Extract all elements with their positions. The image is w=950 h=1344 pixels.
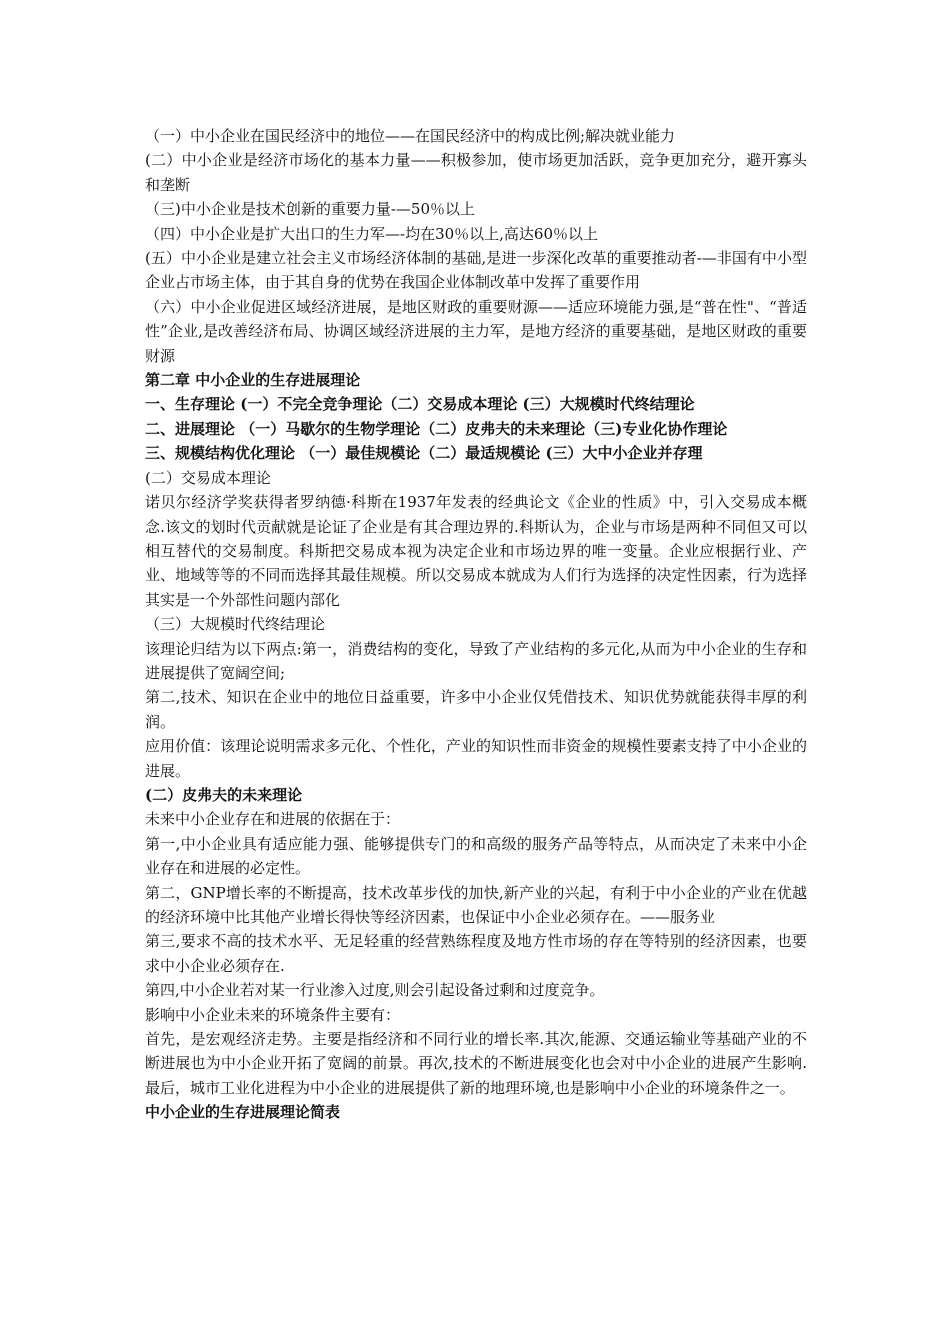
paragraph: 首先，是宏观经济走势。主要是指经济和不同行业的增长率.其次,能源、交通运输业等基础产业的不断进展也为中小企业开拓了宽阔的前景。再次,技术的不断进展变化也会对中小企业的进展产生影响.最后，城市工业化进程为中小企业的进展提供了新的地理环境,也是影响中小企业的环境条件之一。 [145,1030,807,1097]
paragraph: （一）中小企业在国民经济中的地位——在国民经济中的构成比例;解决就业能力 [145,127,676,145]
paragraph: (二）中小企业是经济市场化的基本力量——积极参加，使市场更加活跃，竞争更加充分，避开寡头和垄断 [145,151,807,194]
subheading-pfeiffer-future-theory: (二）皮弗夫的未来理论 [145,785,303,804]
chapter-heading: 第二章 中小企业的生存进展理论 [145,371,361,390]
document-body [145,124,807,1125]
paragraph: （四）中小企业是扩大出口的生力军—-均在30％以上,高达60％以上 [145,224,599,243]
paragraph: 第一,中小企业具有适应能力强、能够提供专门的和高级的服务产品等特点，从而决定了未来中小企业存在和进展的必定性。 [145,834,807,878]
subheading-transaction-cost: (二）交易成本理论 [145,468,271,487]
paragraph: （六）中小企业促进区域经济进展，是地区财政的重要财源——适应环境能力强,是“普在性"、“普适性”企业,是改善经济布局、协调区域经济进展的主力军，是地方经济的重要基础，是地区财政的重要财源 [145,297,807,365]
paragraph: 影响中小企业未来的环境条件主要有： [145,1005,401,1024]
paragraph: （三)中小企业是技术创新的重要力量-—50％以上 [145,200,476,219]
paragraph: 第四,中小企业若对某一行业渗入过度,则会引起设备过剩和过度竞争。 [145,981,605,1000]
paragraph: 第三,要求不高的技术水平、无足轻重的经营熟练程度及地方性市场的存在等特别的经济因素，也要求中小企业必须存在. [145,932,807,975]
paragraph: 诺贝尔经济学奖获得者罗纳德·科斯在1937年发表的经典论文《企业的性质》中，引入交易成本概念.该文的划时代贡献就是论证了企业是有其合理边界的.科斯认为，企业与市场是两种不同但又可以相互替代的交易制度。科斯把交易成本视为决定企业和市场边界的唯一变量。企业应根据行业、产业、地域等等的不同而选择其最佳规模。所以交易成本就成为人们行为选择的决定性因素，行为选择其实是一个外部性问题内部化 [145,493,807,609]
section-heading-development-theory: 二、进展理论 （一）马歇尔的生物学理论（二）皮弗夫的未来理论（三)专业化协作理论 [145,419,728,438]
paragraph: 该理论归结为以下两点:第一，消费结构的变化，导致了产业结构的多元化,从而为中小企业的生存和进展提供了宽阔空间; [145,639,807,682]
table-title: 中小企业的生存进展理论简表 [145,1103,341,1122]
paragraph: 第二,技术、知识在企业中的地位日益重要，许多中小企业仅凭借技术、知识优势就能获得丰厚的利润。 [145,688,807,731]
paragraph: 未来中小企业存在和进展的依据在于： [145,810,401,829]
subheading-end-of-mass-production: （三）大规模时代终结理论 [145,615,326,634]
section-heading-scale-structure-theory: 三、规模结构优化理论 （一）最佳规模论（二）最适规模论 (三）大中小企业并存理 [145,444,703,463]
paragraph: (五）中小企业是建立社会主义市场经济体制的基础,是进一步深化改革的重要推动者-—非国有中小型企业占市场主体，由于其自身的优势在我国企业体制改革中发挥了重要作用 [145,249,807,292]
section-heading-survival-theory: 一、生存理论 (一）不完全竞争理论（二）交易成本理论 (三）大规模时代终结理论 [145,395,695,414]
paragraph: 第二，GNP增长率的不断提高，技术改革步伐的加快,新产业的兴起，有利于中小企业的产业在优越的经济环境中比其他产业增长得快等经济因素，也保证中小企业必须存在。——服务业 [145,883,807,926]
paragraph: 应用价值：该理论说明需求多元化、个性化，产业的知识性而非资金的规模性要素支持了中小企业的进展。 [145,737,807,780]
